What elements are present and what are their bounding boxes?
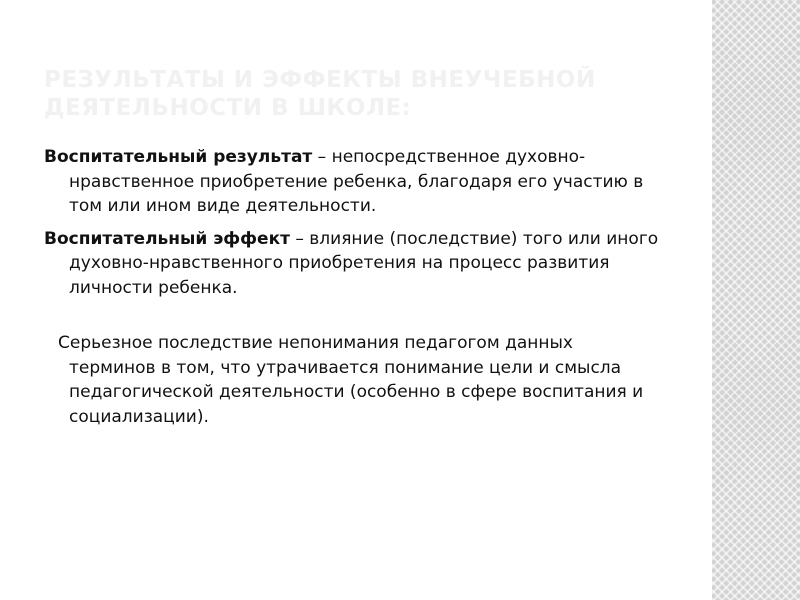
term-educational-effect: Воспитательный эффект [44,228,290,249]
paragraph-educational-effect [44,227,664,301]
note-paragraph: Серьезное последствие непонимания педагогом данных терминов в том, что утрачивается понимание цели и смысла педагогической деятельности (особенно в сфере воспитания и социализации). [58,333,644,427]
spacer [44,308,664,331]
paragraph-educational-result [44,145,664,219]
definition-educational-result: – непосредственное духовно-нравственное приобретение ребенка, благодаря его участию в том или ином виде деятельности. [69,147,644,216]
slide-body [44,145,664,437]
slide-title: РЕЗУЛЬТАТЫ И ЭФФЕКТЫ ВНЕУЧЕБНОЙ ДЕЯТЕЛЬНОСТИ В ШКОЛЕ: [44,67,596,121]
term-educational-result: Воспитательный результат [44,147,313,167]
decorative-side-band [712,0,800,600]
definition-educational-effect: – влияние (последствие) того или иного духовно-нравственного приобретения на процесс развития личности ребенка. [69,228,659,298]
